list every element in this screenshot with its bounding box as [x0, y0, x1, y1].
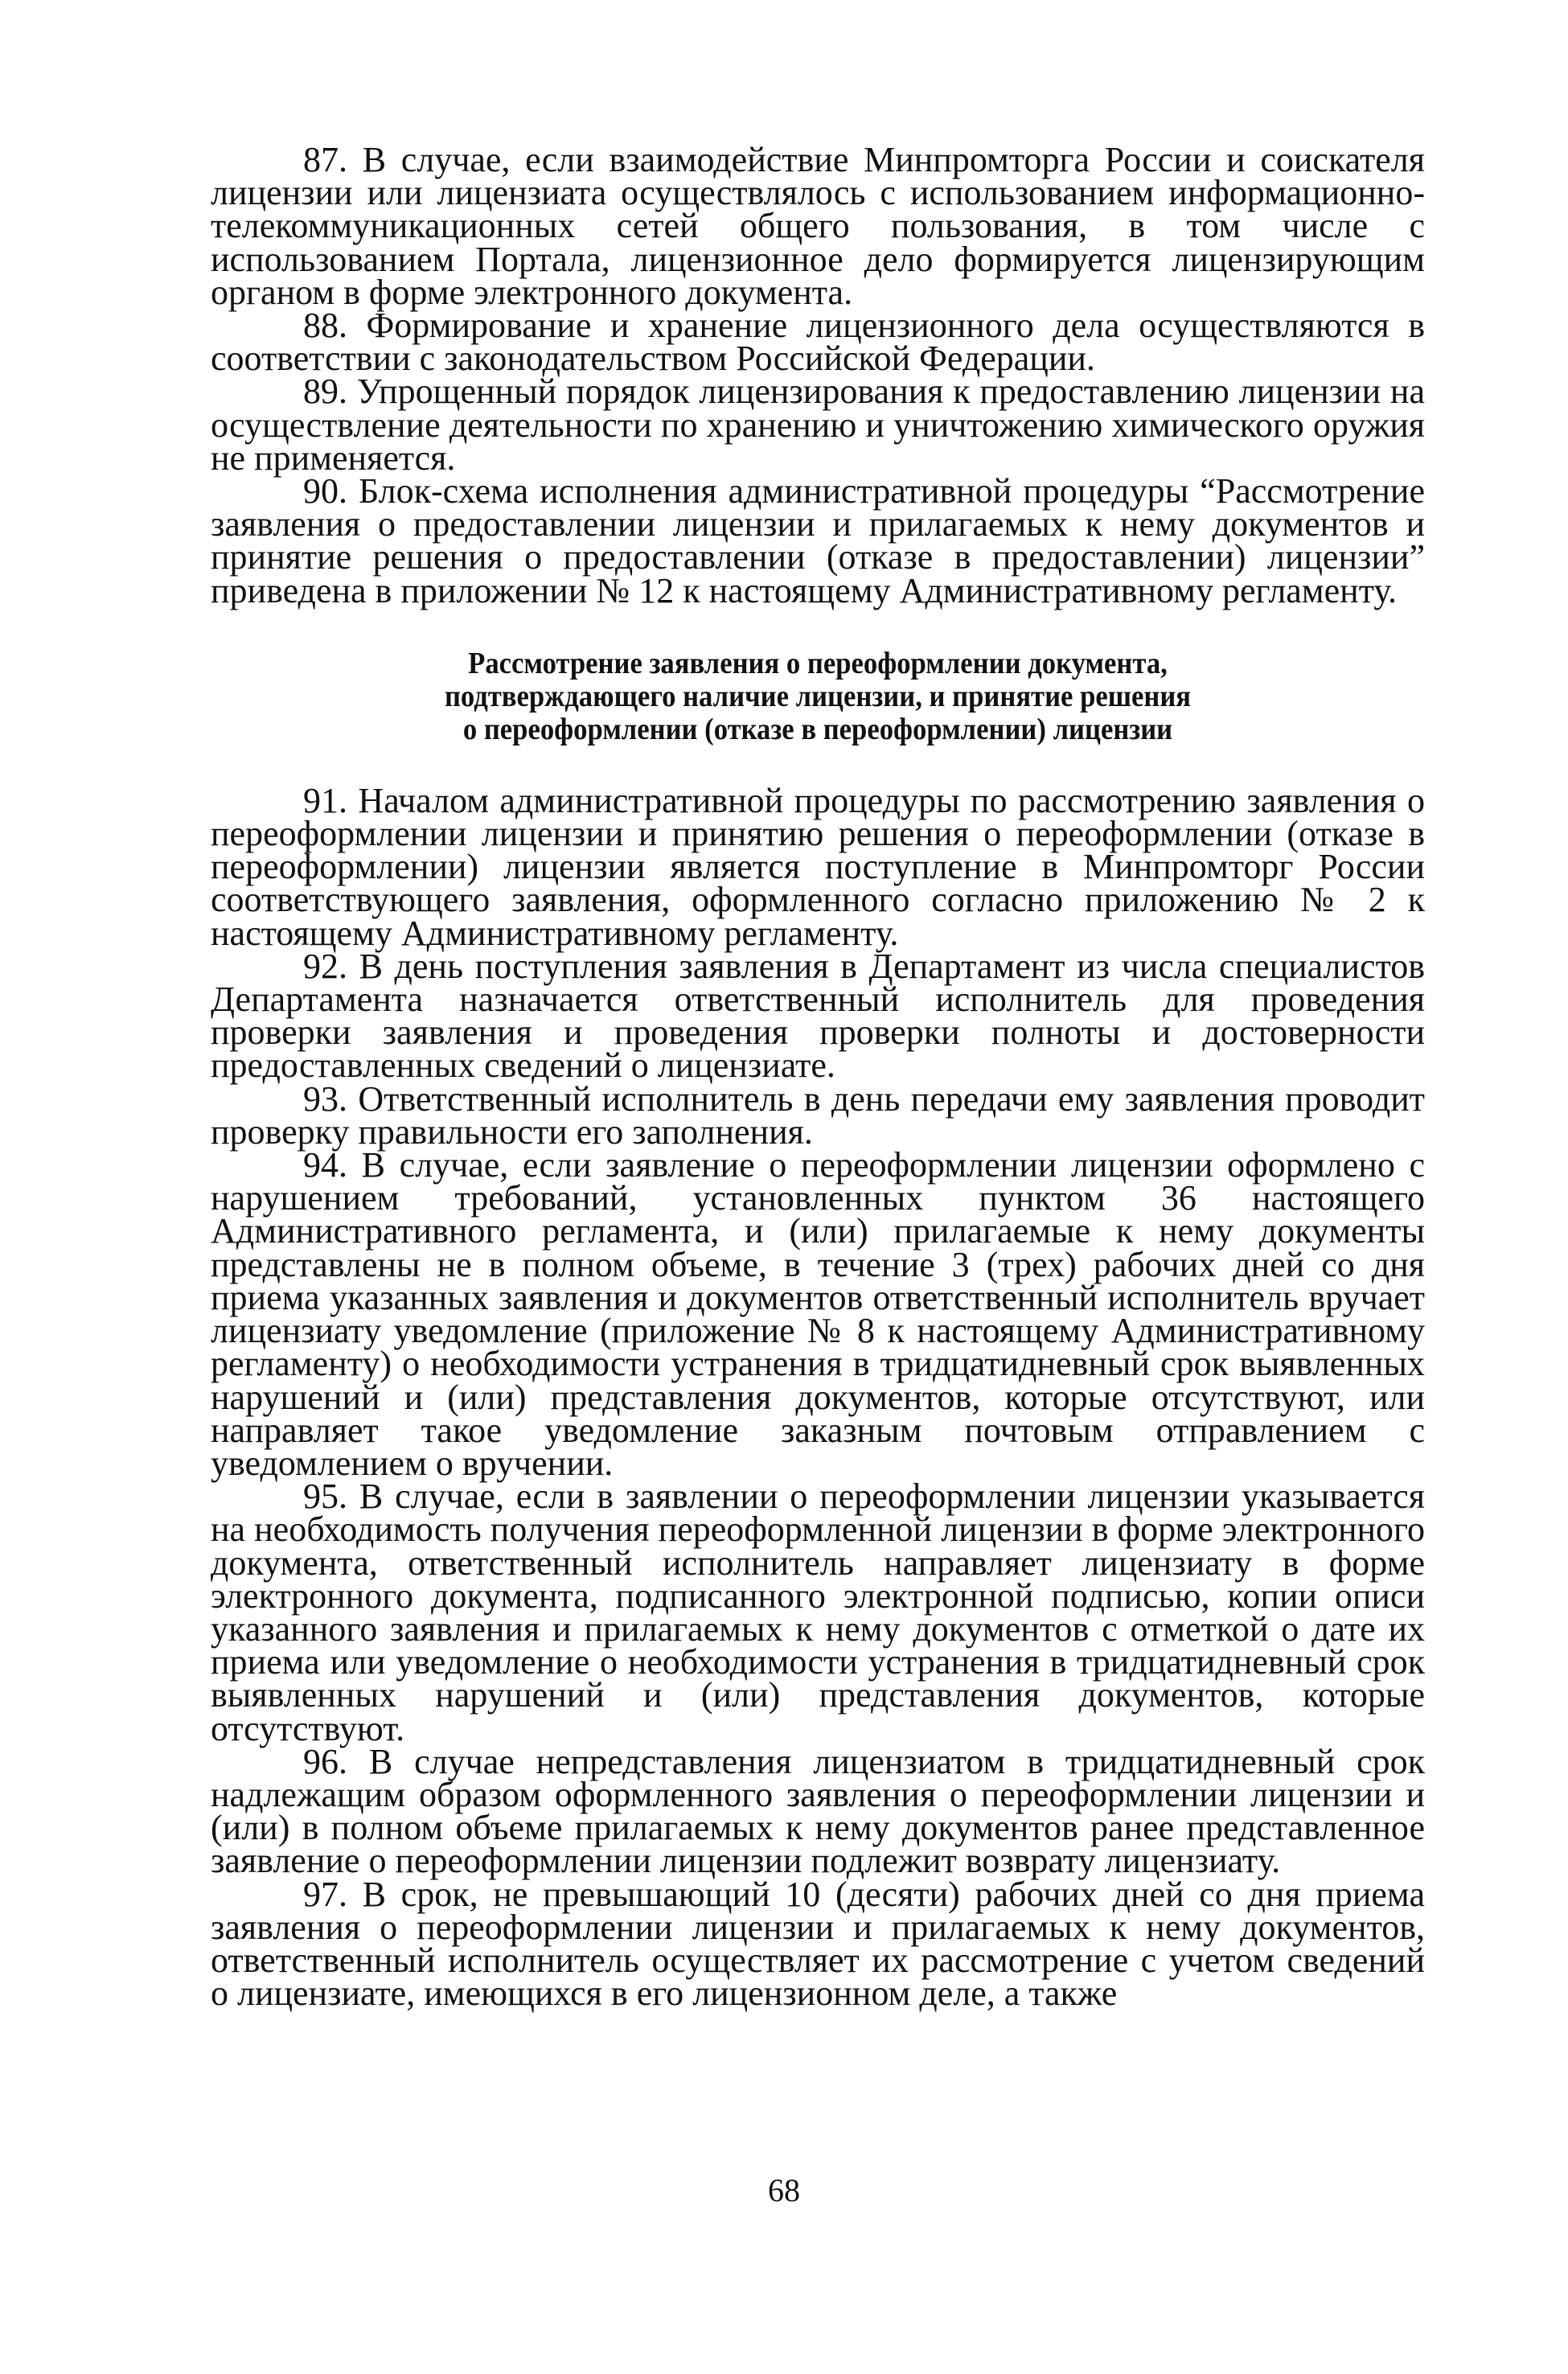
- page-number: 68: [768, 2172, 800, 2208]
- section-heading-line-1: Рассмотрение заявления о переоформлении документа,: [468, 646, 1168, 680]
- section-heading: [272, 647, 1365, 746]
- paragraph-90: 90. Блок-схема исполнения административной процедуры “Рассмотрение заявления о предоставлении лицензии и прилагаемых к нему документов и принятие решения о предоставлении (отказе в предоставлении) лицензии” приведена в приложении № 12 к настоящему Административному регламенту.: [211, 471, 1425, 610]
- paragraph-92: 92. В день поступления заявления в Департамент из числа специалистов Департамента назначается ответственный исполнитель для проведения проверки заявления и проведения проверки полноты и достоверности предоставленных сведений о лицензиате.: [211, 946, 1425, 1086]
- paragraph-95: 95. В случае, если в заявлении о переоформлении лицензии указывается на необходимость получения переоформленной лицензии в форме электронного документа, ответственный исполнитель направляет лицензиату в форме электронного документа, подписанного электронной подписью, копии описи указанного заявления и прилагаемых к нему документов с отметкой о дате их приема или уведомление о необходимости устранения в тридцатидневный срок выявленных нарушений и (или) представления документов, которые отсутствуют.: [211, 1477, 1425, 1748]
- paragraph-89: 89. Упрощенный порядок лицензирования к предоставлению лицензии на осуществление деятельности по хранению и уничтожению химического оружия не применяется.: [211, 372, 1425, 478]
- section-heading-line-3: о переоформлении (отказе в переоформлении) лицензии: [462, 712, 1173, 746]
- paragraph-96: 96. В случае непредставления лицензиатом в тридцатидневный срок надлежащим образом оформленного заявления о переоформлении лицензии и (или) в полном объеме прилагаемых к нему документов ранее представленное заявление о переоформлении лицензии подлежит возврату лицензиату.: [211, 1741, 1425, 1881]
- paragraph-91: 91. Началом административной процедуры по рассмотрению заявления о переоформлении лицензии и принятию решения о переоформлении (отказе в переоформлении) лицензии является поступление в Минпромторг России соответствующего заявления, оформленного согласно приложению № 2 к настоящему Административному регламенту.: [211, 780, 1425, 953]
- paragraph-88: 88. Формирование и хранение лицензионного дела осуществляются в соответствии с законодательством Российской Федерации.: [211, 306, 1425, 379]
- paragraph-97: 97. В срок, не превышающий 10 (десяти) рабочих дней со дня приема заявления о переоформлении лицензии и прилагаемых к нему документов, ответственный исполнитель осуществляет их рассмотрение с учетом сведений о лицензиате, имеющихся в его лицензионном деле, а также: [211, 1874, 1425, 2014]
- paragraph-93: 93. Ответственный исполнитель в день передачи ему заявления проводит проверку правильности его заполнения.: [211, 1078, 1425, 1152]
- document-page: [211, 140, 1425, 2014]
- section-heading-line-2: подтверждающего наличие лицензии, и принятие решения: [444, 679, 1192, 713]
- paragraph-94: 94. В случае, если заявление о переоформлении лицензии оформлено с нарушением требований, установленных пунктом 36 настоящего Административного регламента, и (или) прилагаемые к нему документы представлены не в полном объеме, в течение 3 (трех) рабочих дней со дня приема указанных заявления и документов ответственный исполнитель вручает лицензиату уведомление (приложение № 8 к настоящему Административному регламенту) о необходимости устранения в тридцатидневный срок выявленных нарушений и (или) представления документов, которые отсутствуют, или направляет такое уведомление заказным почтовым отправлением с уведомлением о вручении.: [211, 1145, 1425, 1483]
- paragraph-87: 87. В случае, если взаимодействие Минпромторга России и соискателя лицензии или лицензиата осуществлялось с использованием информационно-телекоммуникационных сетей общего пользования, в том числе с использованием Портала, лицензионное дело формируется лицензирующим органом в форме электронного документа.: [211, 140, 1425, 312]
